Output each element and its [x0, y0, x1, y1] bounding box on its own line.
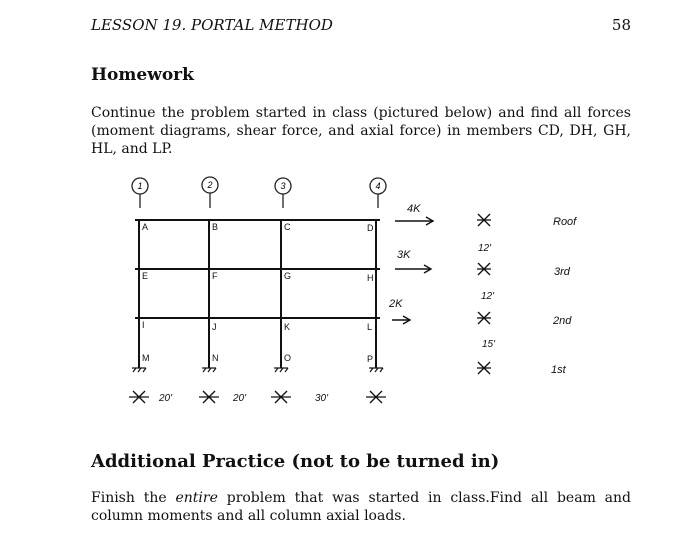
joint-label-n: N	[212, 353, 219, 363]
joint-label-e: E	[142, 271, 149, 281]
frame-members	[135, 220, 380, 368]
portal-frame-sketch	[115, 168, 615, 413]
floor-label-first: 1st	[551, 364, 566, 376]
load-label-second: 2K	[389, 298, 403, 310]
additional-text	[91, 489, 631, 525]
joint-label-o: O	[284, 353, 292, 363]
additional-text-emphasis: entire	[175, 490, 218, 506]
story-height-3: 15'	[482, 339, 496, 350]
story-height-2: 12'	[481, 291, 495, 302]
additional-heading: Additional Practice (not to be turned in)	[91, 451, 500, 472]
joint-label-k: K	[284, 322, 291, 332]
bay-width-2: 20'	[233, 393, 247, 404]
additional-text-start: Finish the	[91, 490, 176, 506]
bay-width-1: 20'	[159, 393, 173, 404]
floor-label-second: 2nd	[553, 315, 572, 327]
joint-label-b: B	[212, 222, 219, 232]
grid-label-1: 1	[137, 181, 143, 191]
joint-label-c: C	[284, 222, 291, 232]
floor-label-third: 3rd	[554, 266, 570, 278]
portal-frame-figure	[115, 168, 615, 417]
joint-label-a: A	[142, 222, 149, 232]
page-header	[91, 16, 631, 34]
joint-label-f: F	[212, 271, 218, 281]
joint-label-p: P	[367, 354, 374, 364]
joint-label-h: H	[367, 273, 374, 283]
floor-label-roof: Roof	[553, 216, 577, 228]
load-label-roof: 4K	[407, 203, 421, 215]
page-number: 58	[611, 16, 631, 34]
joint-label-d: D	[367, 223, 374, 233]
joint-label-m: M	[142, 353, 150, 363]
joint-label-j: J	[212, 322, 217, 332]
fixed-supports	[132, 368, 383, 372]
joint-label-i: I	[142, 320, 145, 330]
lesson-title: LESSON 19. PORTAL METHOD	[91, 16, 333, 34]
additional-text-end: problem that was started in class.Find all beam and column moments and all column axial loads.	[91, 490, 631, 524]
homework-heading: Homework	[91, 65, 194, 85]
bay-width-3: 30'	[315, 393, 329, 404]
story-height-1: 12'	[478, 243, 492, 254]
joint-label-l: L	[367, 322, 373, 332]
joint-label-g: G	[284, 271, 292, 281]
grid-label-3: 3	[280, 181, 286, 191]
load-label-third: 3K	[397, 249, 411, 261]
grid-label-2: 2	[207, 180, 213, 190]
grid-label-4: 4	[375, 181, 381, 191]
homework-text: Continue the problem started in class (pictured below) and find all forces (moment diagrams, shear force, and axial force) in members CD, DH, GH, HL, and LP.	[91, 105, 631, 157]
